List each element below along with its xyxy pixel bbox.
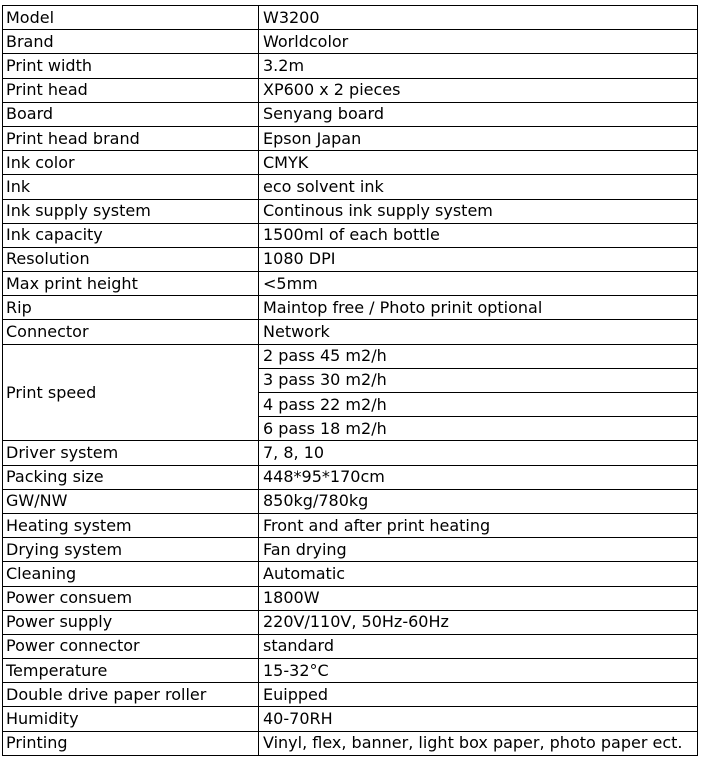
spec-label: Power supply <box>3 610 259 634</box>
table-row <box>3 731 698 755</box>
spec-label: Max print height <box>3 272 259 296</box>
spec-value: 1500ml of each bottle <box>259 223 698 247</box>
spec-value: Senyang board <box>259 102 698 126</box>
table-row <box>3 683 698 707</box>
spec-value: 3.2m <box>259 54 698 78</box>
table-row <box>3 199 698 223</box>
spec-value: 1800W <box>259 586 698 610</box>
table-row <box>3 272 698 296</box>
spec-value: Network <box>259 320 698 344</box>
spec-value: 40-70RH <box>259 707 698 731</box>
spec-value: Front and after print heating <box>259 513 698 537</box>
spec-label: Connector <box>3 320 259 344</box>
spec-table-body <box>3 6 698 756</box>
spec-label: Ink color <box>3 151 259 175</box>
spec-value: <5mm <box>259 272 698 296</box>
spec-label: Board <box>3 102 259 126</box>
spec-label: Print head <box>3 78 259 102</box>
spec-value: standard <box>259 634 698 658</box>
table-row <box>3 610 698 634</box>
table-row <box>3 151 698 175</box>
print-speed-label: Print speed <box>3 344 259 441</box>
spec-label: Packing size <box>3 465 259 489</box>
table-row <box>3 102 698 126</box>
spec-label: Double drive paper roller <box>3 683 259 707</box>
spec-label: Power consuem <box>3 586 259 610</box>
table-row <box>3 634 698 658</box>
spec-value: eco solvent ink <box>259 175 698 199</box>
spec-label: Drying system <box>3 538 259 562</box>
print-speed-value: 2 pass 45 m2/h <box>259 344 698 368</box>
print-speed-value: 4 pass 22 m2/h <box>259 393 698 417</box>
spec-label: Cleaning <box>3 562 259 586</box>
table-row <box>3 296 698 320</box>
table-row <box>3 707 698 731</box>
spec-label: Printing <box>3 731 259 755</box>
spec-label: Heating system <box>3 513 259 537</box>
spec-value: Euipped <box>259 683 698 707</box>
table-row <box>3 175 698 199</box>
spec-value: 448*95*170cm <box>259 465 698 489</box>
spec-label: Model <box>3 6 259 30</box>
spec-label: Power connector <box>3 634 259 658</box>
table-row <box>3 54 698 78</box>
table-row <box>3 247 698 271</box>
spec-value: Automatic <box>259 562 698 586</box>
spec-label: Driver system <box>3 441 259 465</box>
spec-label: Humidity <box>3 707 259 731</box>
spec-value: CMYK <box>259 151 698 175</box>
spec-value: Vinyl, flex, banner, light box paper, photo paper ect. <box>259 731 698 755</box>
table-row <box>3 126 698 150</box>
table-row <box>3 465 698 489</box>
spec-value: W3200 <box>259 6 698 30</box>
spec-value: 1080 DPI <box>259 247 698 271</box>
table-row <box>3 586 698 610</box>
table-row <box>3 489 698 513</box>
table-row <box>3 538 698 562</box>
spec-value: Worldcolor <box>259 30 698 54</box>
table-row <box>3 659 698 683</box>
print-speed-value: 6 pass 18 m2/h <box>259 417 698 441</box>
table-row <box>3 6 698 30</box>
spec-value: XP600 x 2 pieces <box>259 78 698 102</box>
table-row <box>3 223 698 247</box>
table-row <box>3 441 698 465</box>
spec-table <box>2 5 698 756</box>
spec-value: Epson Japan <box>259 126 698 150</box>
table-row-print-speed <box>3 344 698 368</box>
spec-label: Ink <box>3 175 259 199</box>
spec-value: 7, 8, 10 <box>259 441 698 465</box>
table-row <box>3 78 698 102</box>
spec-label: Rip <box>3 296 259 320</box>
spec-value: Fan drying <box>259 538 698 562</box>
spec-value: 15-32°C <box>259 659 698 683</box>
spec-label: Ink capacity <box>3 223 259 247</box>
spec-label: Temperature <box>3 659 259 683</box>
spec-label: Brand <box>3 30 259 54</box>
spec-value: Continous ink supply system <box>259 199 698 223</box>
spec-label: Print head brand <box>3 126 259 150</box>
spec-label: Ink supply system <box>3 199 259 223</box>
table-row <box>3 320 698 344</box>
table-row <box>3 513 698 537</box>
spec-label: Resolution <box>3 247 259 271</box>
spec-value: Maintop free / Photo prinit optional <box>259 296 698 320</box>
spec-value: 220V/110V, 50Hz-60Hz <box>259 610 698 634</box>
spec-value: 850kg/780kg <box>259 489 698 513</box>
spec-label: Print width <box>3 54 259 78</box>
table-row <box>3 30 698 54</box>
table-row <box>3 562 698 586</box>
spec-label: GW/NW <box>3 489 259 513</box>
print-speed-value: 3 pass 30 m2/h <box>259 368 698 392</box>
